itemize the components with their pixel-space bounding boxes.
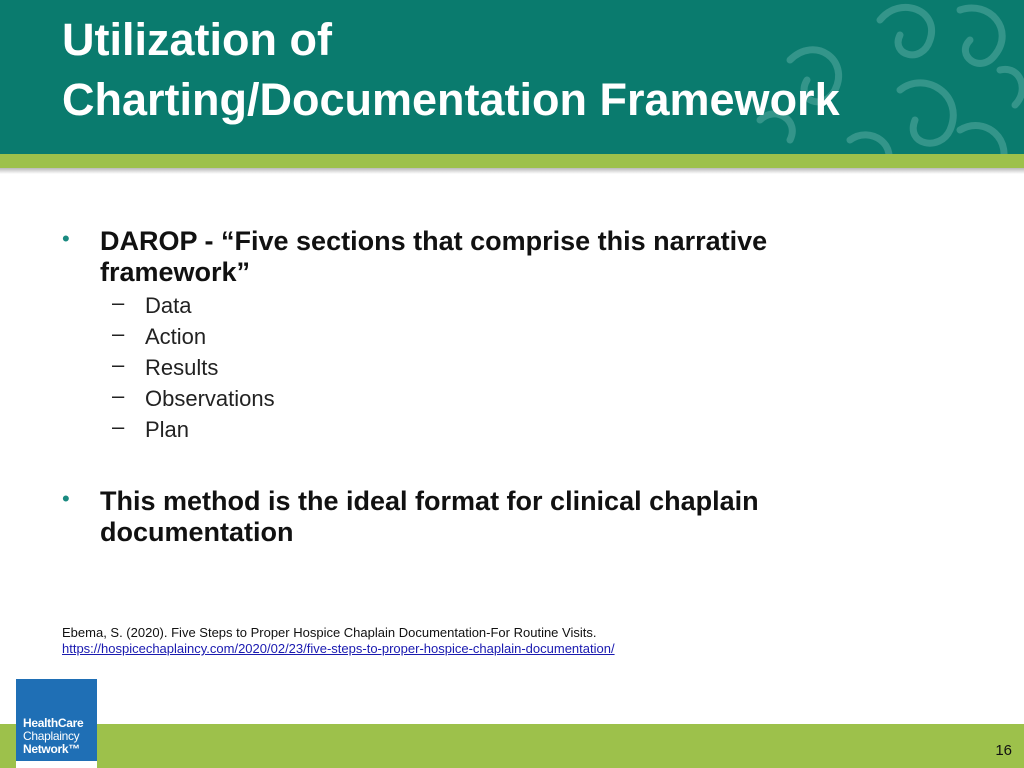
healthcare-chaplaincy-network-logo: [16, 679, 97, 761]
footer-band-left: [0, 724, 16, 768]
bullet-line: This method is the ideal format for clinical chaplain: [100, 486, 759, 516]
slide-title: [62, 10, 840, 130]
subitem-results: [0, 352, 400, 383]
citation-text: Ebema, S. (2020). Five Steps to Proper Hospice Chaplain Documentation-For Routine Visits.: [62, 625, 597, 640]
header-shadow: [0, 168, 1024, 174]
dash-icon: –: [112, 290, 125, 315]
bullet-line: framework”: [100, 257, 251, 287]
subitem-label: Plan: [145, 417, 190, 442]
citation: [62, 625, 615, 657]
bullet-text: [100, 486, 900, 548]
subitem-label: Observations: [145, 386, 275, 411]
subitem-observations: [0, 383, 400, 414]
logo-line: HealthCare: [23, 716, 84, 730]
logo-line: Chaplaincy: [23, 729, 80, 743]
subitem-label: Results: [145, 355, 219, 380]
subitem-label: Action: [145, 324, 207, 349]
slide-header: [0, 0, 1024, 154]
logo-text: [23, 717, 83, 756]
subitem-plan: [0, 414, 400, 445]
dash-icon: –: [112, 352, 125, 377]
dash-icon: –: [112, 414, 125, 439]
dash-icon: –: [112, 321, 125, 346]
bullet-text: [100, 226, 900, 288]
bullet-icon: •: [62, 226, 70, 251]
subitem-data: [0, 290, 400, 321]
subitem-action: [0, 321, 400, 352]
bullet-icon: •: [62, 486, 70, 511]
bullet-line: DAROP - “Five sections that comprise this narrative: [100, 226, 768, 256]
bullet-line: documentation: [100, 517, 294, 547]
citation-link[interactable]: https://hospicechaplaincy.com/2020/02/23/five-steps-to-proper-hospice-chaplain-documentation/: [62, 641, 615, 656]
dash-icon: –: [112, 383, 125, 408]
header-accent-band: [0, 154, 1024, 168]
subitem-label: Data: [145, 293, 192, 318]
title-line-2: Charting/Documentation Framework: [62, 74, 840, 125]
logo-line: Network™: [23, 742, 80, 756]
page-number: 16: [995, 742, 1012, 759]
footer-band: [97, 724, 1024, 768]
title-line-1: Utilization of: [62, 14, 332, 65]
